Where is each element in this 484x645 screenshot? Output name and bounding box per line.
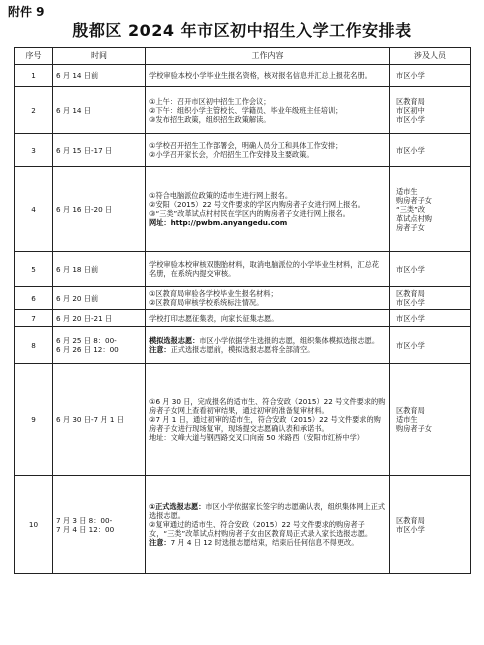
row-people [390, 476, 471, 574]
table-row [15, 364, 471, 476]
people-line: 购房者子女 [396, 424, 432, 433]
people-line: 适市生 [396, 415, 418, 424]
content-line: 学校审验本校审核双胞胎材料，取消电脑派位的小学毕业生材料，汇总花名册，在系统内提交审核。 [149, 260, 380, 278]
row-time [53, 327, 146, 364]
emphasis-label: 注意： [149, 538, 171, 547]
content-line: ②7 月 1 日，通过初审的适市生，符合安政（2015）22 号文件要求的购房者子女进行现场复审，现场提交志愿确认表和承诺书。 [149, 415, 381, 433]
header-cell-people: 涉及人员 [390, 48, 471, 65]
people-line: 适市生 [396, 186, 418, 196]
content-line: 注意：正式选报志愿前，模拟选报志愿将全部清空。 [149, 345, 315, 354]
content-line: ②区教育局审核学校系统标注情况。 [149, 298, 264, 307]
row-content [146, 65, 390, 87]
row-people [390, 287, 471, 310]
table-row [15, 327, 471, 364]
header-cell-content: 工作内容 [146, 48, 390, 65]
document-title: 殷都区 2024 年市区初中招生入学工作安排表 [72, 21, 412, 40]
people-line: 市区小学 [396, 264, 425, 274]
header-cell-no: 序号 [15, 48, 53, 65]
people-line: 市区小学 [396, 313, 425, 323]
people-line: 市区小学 [396, 524, 425, 534]
row-content [146, 364, 390, 476]
content-line: ③发布招生政策，组织招生政策解读。 [149, 114, 271, 124]
content-line: ①正式选报志愿：市区小学依据家长签字的志愿确认表，组织集体网上正式选报志愿。 [149, 502, 386, 520]
time-line: 6 月 26 日 12：00 [56, 345, 119, 354]
content-line: ②复审通过的适市生、符合安政（2015）22 号文件要求的购房者子女，“三类”改革试点村购房者子女由区教育局正式录入家长选报志愿。 [149, 520, 373, 538]
emphasis-label: 注意： [149, 345, 171, 354]
table-row [15, 134, 471, 167]
people-line: 区教育局 [396, 289, 425, 298]
row-number: 10 [15, 476, 53, 574]
row-content [146, 134, 390, 167]
time-line: 6 月 14 日前 [56, 71, 99, 80]
content-line: 注意：7 月 4 日 12 时选报志愿结束，结束后任何信息不得更改。 [149, 538, 359, 547]
content-line: ②下午：组织小学主管校长、学籍员、毕业年级班主任培训； [149, 105, 343, 115]
row-people [390, 87, 471, 134]
time-line: 6 月 20 日前 [56, 293, 99, 303]
table-row [15, 65, 471, 87]
header-row [15, 48, 471, 65]
row-time [53, 287, 146, 310]
row-content [146, 310, 390, 327]
attachment-label: 附件 9 [8, 5, 45, 19]
people-line: 市区小学 [396, 114, 425, 124]
row-time [53, 364, 146, 476]
row-number: 5 [15, 252, 53, 287]
time-line: 6 月 15 日-17 日 [56, 145, 113, 155]
time-line: 7 月 3 日 8：00- [56, 515, 113, 525]
content-line: 地址：文峰大道与钢西路交叉口向南 50 米路西（安阳市红桥中学） [149, 433, 364, 442]
content-line: 学校审验本校小学毕业生报名资格，核对报名信息并汇总上报花名册。 [149, 71, 372, 80]
row-content [146, 287, 390, 310]
row-time [53, 87, 146, 134]
table-row [15, 87, 471, 134]
row-people [390, 252, 471, 287]
row-number: 4 [15, 167, 53, 252]
row-number: 9 [15, 364, 53, 476]
row-people [390, 310, 471, 327]
people-line: “三类”改 [396, 204, 426, 214]
table-row [15, 310, 471, 327]
row-time [53, 65, 146, 87]
time-line: 6 月 20 日-21 日 [56, 313, 113, 323]
content-line: 学校打印志愿征集表，向家长征集志愿。 [149, 313, 279, 323]
content-line: 网址：http://pwbm.anyangedu.com [149, 218, 288, 227]
people-line: 购房者子女 [396, 195, 432, 205]
time-line: 6 月 30 日-7 月 1 日 [56, 415, 124, 424]
content-line: ②安阳（2015）22 号文件要求的学区内购房者子女进行网上报名。 [149, 200, 365, 209]
time-line: 6 月 16 日-20 日 [56, 204, 113, 214]
row-content [146, 167, 390, 252]
time-line: 6 月 25 日 8：00- [56, 336, 117, 345]
time-line: 6 月 14 日 [56, 105, 91, 115]
row-time [53, 252, 146, 287]
people-line: 革试点村购 [396, 213, 432, 223]
content-line: ①6 月 30 日，完成报名的适市生、符合安政（2015）22 号文件要求的购房者子女网上查看初审结果，通过初审的准备复审材料。 [149, 397, 386, 415]
row-people [390, 327, 471, 364]
table-row [15, 252, 471, 287]
people-line: 市区初中 [396, 105, 425, 115]
row-number: 7 [15, 310, 53, 327]
row-number: 8 [15, 327, 53, 364]
people-line: 区教育局 [396, 515, 425, 525]
time-line: 7 月 4 日 12：00 [56, 524, 115, 534]
schedule-table [14, 47, 471, 574]
content-line: ①学校召开招生工作部署会，明确人员分工和具体工作安排； [149, 141, 343, 150]
people-line: 市区小学 [396, 340, 425, 350]
row-people [390, 364, 471, 476]
row-number: 2 [15, 87, 53, 134]
table-body [15, 65, 471, 574]
emphasis-label: ①正式选报志愿： [149, 502, 206, 511]
people-line: 区教育局 [396, 406, 425, 415]
row-content [146, 252, 390, 287]
content-line: ③“三类”改革试点村村民在学区内的购房者子女进行网上报名。 [149, 209, 350, 218]
content-line: ①符合电脑派位政策的适市生进行网上报名。 [149, 191, 293, 200]
people-line: 区教育局 [396, 96, 425, 106]
table-row [15, 476, 471, 574]
row-content [146, 327, 390, 364]
content-line: ①上午：召开市区初中招生工作会议； [149, 96, 271, 106]
row-people [390, 167, 471, 252]
row-number: 6 [15, 287, 53, 310]
row-number: 3 [15, 134, 53, 167]
people-line: 市区小学 [396, 71, 425, 80]
row-time [53, 134, 146, 167]
content-line: ①区教育局审验各学校毕业生报名材料； [149, 289, 278, 298]
people-line: 房者子女 [396, 222, 425, 232]
table-row [15, 167, 471, 252]
row-time [53, 476, 146, 574]
content-line: ②小学召开家长会，介绍招生工作安排及主要政策。 [149, 150, 314, 159]
row-number: 1 [15, 65, 53, 87]
emphasis-label: 模拟选报志愿： [149, 336, 200, 345]
content-line: 模拟选报志愿：市区小学依据学生选报的志愿，组织集体模拟选报志愿。 [149, 336, 380, 345]
time-line: 6 月 18 日前 [56, 264, 99, 274]
row-content [146, 87, 390, 134]
header-cell-time: 时间 [53, 48, 146, 65]
row-content [146, 476, 390, 574]
people-line: 市区小学 [396, 145, 425, 155]
table-row [15, 287, 471, 310]
people-line: 市区小学 [396, 298, 425, 307]
row-people [390, 134, 471, 167]
row-time [53, 167, 146, 252]
row-people [390, 65, 471, 87]
row-time [53, 310, 146, 327]
